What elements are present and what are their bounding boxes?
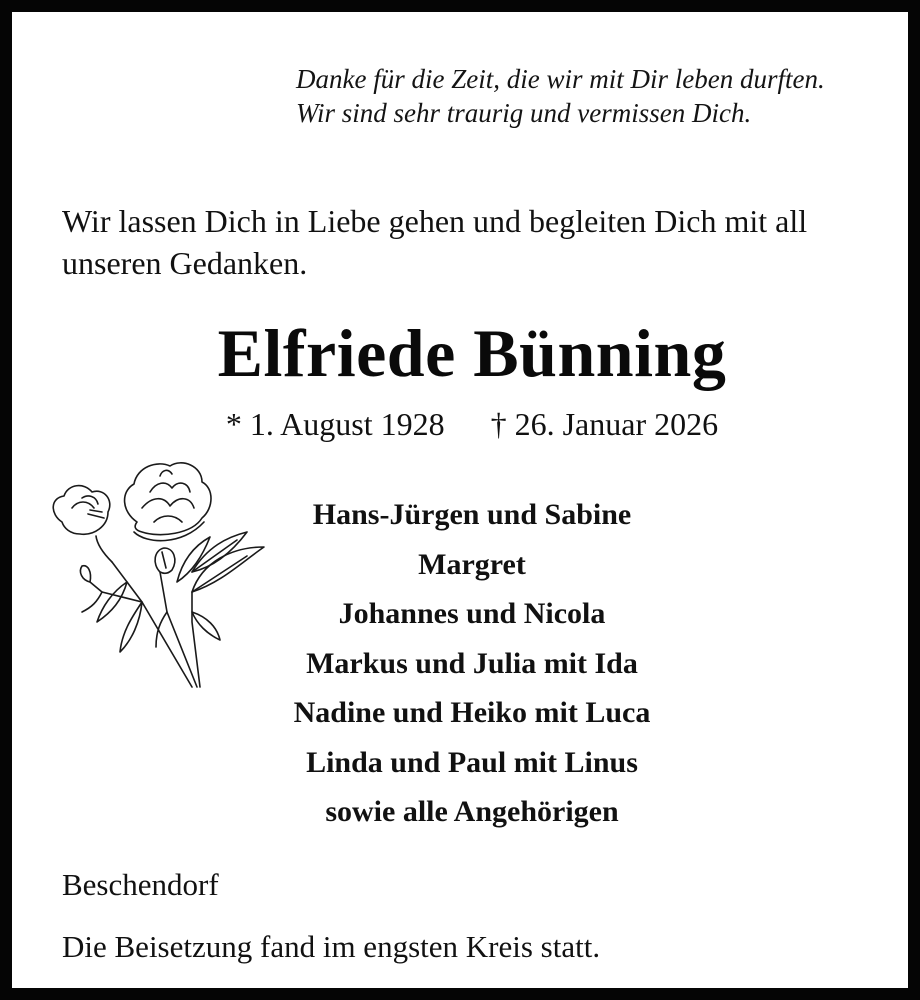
- mourner-line: Linda und Paul mit Linus: [306, 745, 638, 779]
- mourners-list: [242, 490, 702, 837]
- mourner-line: Johannes und Nicola: [338, 597, 606, 630]
- life-dates: [12, 404, 920, 444]
- mourner-line: Markus und Julia mit Ida: [306, 646, 638, 680]
- birth-date: * 1. August 1928: [225, 406, 445, 442]
- mourner-line: Margret: [418, 547, 526, 581]
- mourner-line: sowie alle Angehörigen: [325, 795, 619, 828]
- mourner-line: Nadine und Heiko mit Luca: [293, 696, 651, 729]
- motto-quote: [296, 62, 825, 130]
- place-name: Beschendorf: [62, 867, 219, 902]
- intro-text: Wir lassen Dich in Liebe gehen und begleiten Dich mit all unseren Gedanken.: [62, 203, 808, 281]
- deceased-name: Elfriede Bünning: [217, 315, 727, 391]
- peony-flower-bouquet-icon: [42, 452, 272, 692]
- burial-note: Die Beisetzung fand im engsten Kreis statt.: [62, 929, 601, 964]
- motto-line: Danke für die Zeit, die wir mit Dir leben durften.: [296, 64, 825, 94]
- motto-line: Wir sind sehr traurig und vermissen Dich.: [296, 98, 752, 128]
- mourner-line: Hans-Jürgen und Sabine: [312, 498, 632, 531]
- death-date: † 26. Januar 2026: [490, 406, 719, 442]
